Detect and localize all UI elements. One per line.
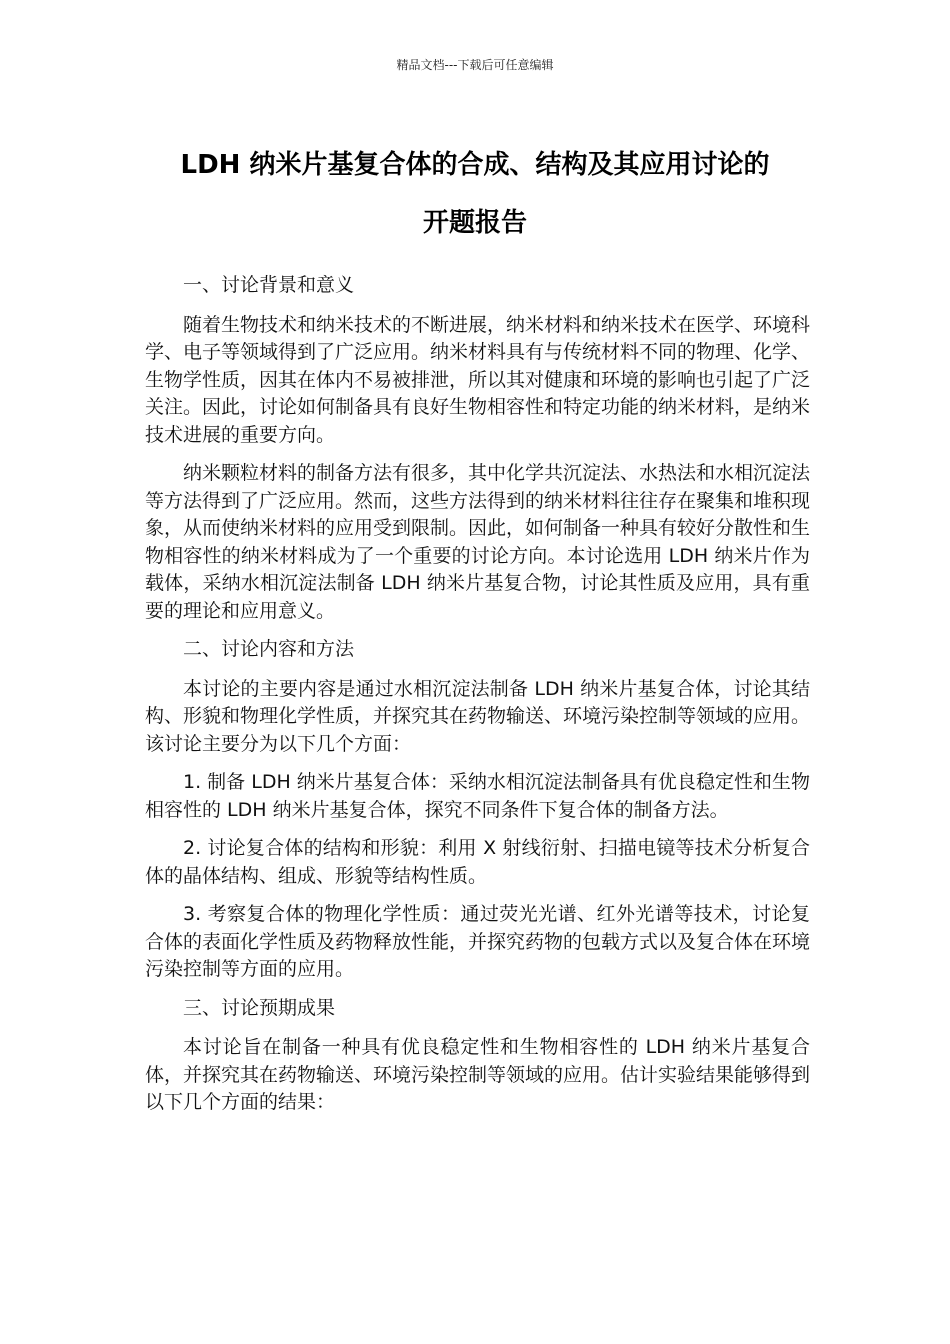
list-item-structure: 2. 讨论复合体的结构和形貌：利用 X 射线衍射、扫描电镜等技术分析复合体的晶体结构、组成、形貌等结构性质。	[145, 837, 810, 887]
section-heading-expected-results: 三、讨论预期成果	[183, 996, 336, 1019]
list-item-properties: 3. 考察复合体的物理化学性质：通过荧光光谱、红外光谱等技术，讨论复合体的表面化学性质及药物释放性能，并探究药物的包载方式以及复合体在环境污染控制等方面的应用。	[145, 903, 811, 980]
page-header-watermark: 精品文档---下载后可任意编辑	[396, 58, 554, 72]
title-line-1: LDH 纳米片基复合体的合成、结构及其应用讨论的	[180, 150, 770, 180]
document-body	[145, 272, 810, 1128]
paragraph-expected-results: 本讨论旨在制备一种具有优良稳定性和生物相容性的 LDH 纳米片基复合体，并探究其在药物输送、环境污染控制等领域的应用。估计实验结果能够得到以下几个方面的结果：	[145, 1036, 811, 1113]
paragraph-background-2: 纳米颗粒材料的制备方法有很多，其中化学共沉淀法、水热法和水相沉淀法等方法得到了广泛应用。然而，这些方法得到的纳米材料往往存在聚集和堆积现象，从而使纳米材料的应用受到限制。因此，如何制备一种具有较好分散性和生物相容性的纳米材料成为了一个重要的讨论方向。本讨论选用 LDH 纳米片作为载体，采纳水相沉淀法制备 LDH 纳米片基复合物，讨论其性质及应用，具有重要的理论和应用意义。	[145, 462, 811, 622]
section-heading-background: 一、讨论背景和意义	[183, 274, 355, 296]
list-item-preparation: 1. 制备 LDH 纳米片基复合体：采纳水相沉淀法制备具有优良稳定性和生物相容性的 LDH 纳米片基复合体，探究不同条件下复合体的制备方法。	[145, 771, 810, 821]
document-title	[120, 136, 830, 252]
title-line-2: 开题报告	[422, 208, 527, 238]
paragraph-background-1: 随着生物技术和纳米技术的不断进展，纳米材料和纳米技术在医学、环境科学、电子等领域得到了广泛应用。纳米材料具有与传统材料不同的物理、化学、生物学性质，因其在体内不易被排泄，所以其对健康和环境的影响也引起了广泛关注。因此，讨论如何制备具有良好生物相容性和特定功能的纳米材料，是纳米技术进展的重要方向。	[145, 313, 811, 446]
paragraph-content-intro: 本讨论的主要内容是通过水相沉淀法制备 LDH 纳米片基复合体，讨论其结构、形貌和物理化学性质，并探究其在药物输送、环境污染控制等领域的应用。该讨论主要分为以下几个方面：	[145, 677, 811, 755]
section-heading-content-methods: 二、讨论内容和方法	[183, 638, 355, 660]
